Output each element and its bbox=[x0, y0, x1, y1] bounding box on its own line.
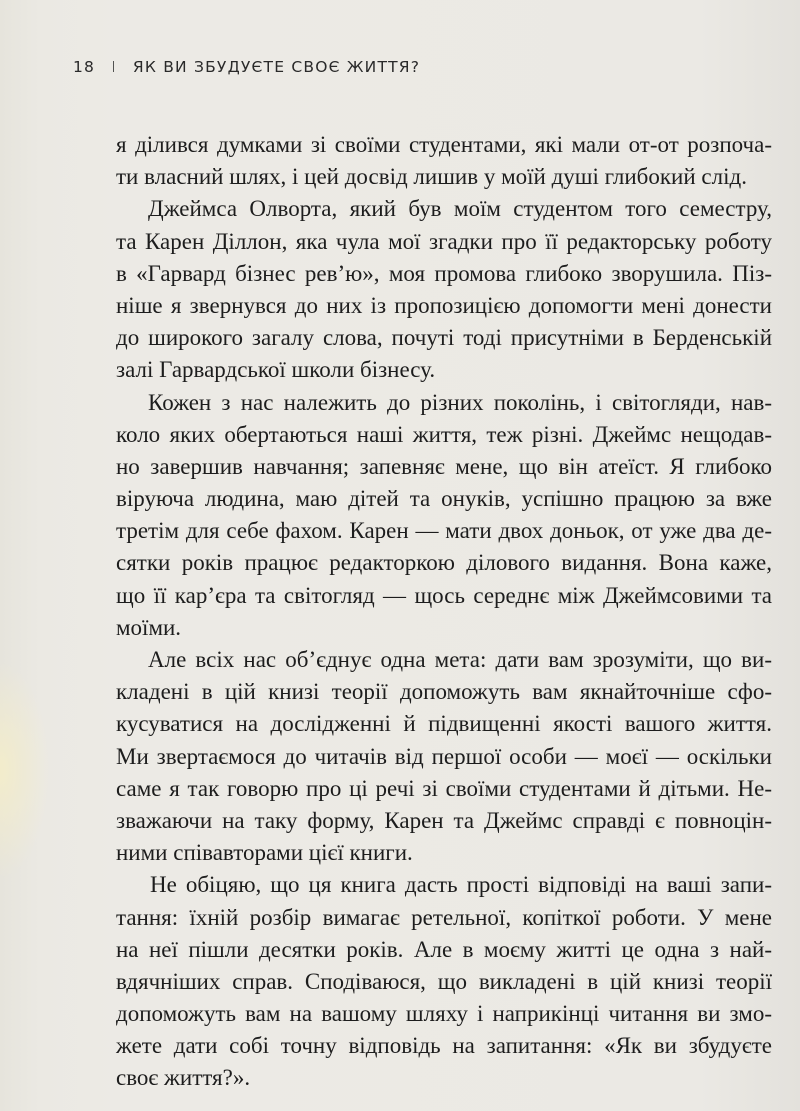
text-line: своє життя?». bbox=[116, 1065, 251, 1091]
text-line: допоможуть вам на вашому шляху і наприкінці читання ви змо- bbox=[116, 1001, 772, 1027]
text-line: тання: їхній розбір вимагає ретельної, копіткої роботи. У мене bbox=[116, 904, 772, 930]
text-line: до широкого загалу слова, почуті тоді присутніми в Берденській bbox=[116, 325, 772, 351]
header-separator: I bbox=[111, 58, 117, 76]
page-number: 18 bbox=[73, 58, 96, 76]
text-line: моїми. bbox=[116, 614, 182, 640]
page-lighting-glow bbox=[0, 660, 50, 880]
paragraph bbox=[116, 869, 772, 1094]
text-line: третім для себе фахом. Карен — мати двох доньок, от уже два де- bbox=[116, 518, 772, 544]
text-line: віруюча людина, маю дітей та онуків, успішно працюю за вже bbox=[116, 486, 772, 512]
text-line: я ділився думками зі своїми студентами, які мали от-от розпоча- bbox=[116, 132, 772, 157]
text-line: та Карен Діллон, яка чула мої згадки про її редакторську роботу bbox=[116, 228, 772, 254]
text-line: саме я так говорю про ці речі зі своїми студентами й дітьми. Не- bbox=[116, 775, 772, 801]
text-line: ти власний шлях, і цей досвід лишив у моїй душі глибокий слід. bbox=[116, 164, 747, 190]
text-line: ними співавторами цієї книги. bbox=[116, 840, 413, 866]
text-line: що її кар’єра та світогляд — щось середнє між Джеймсовими та bbox=[116, 582, 772, 608]
page-body bbox=[116, 129, 772, 1095]
text-line: ніше я звернувся до них із пропозицією допомогти мені донести bbox=[116, 292, 772, 318]
text-line: Не обіцяю, що ця книга дасть прості відповіді на ваші запи- bbox=[150, 872, 772, 898]
text-line: вдячніших справ. Сподіваюся, що викладені в цій книзі теорії bbox=[116, 968, 772, 994]
text-line: сятки років працює редакторкою ділового видання. Вона каже, bbox=[116, 550, 772, 576]
text-line: коло яких обертаються наші життя, теж різні. Джеймс нещодав- bbox=[116, 421, 772, 447]
text-line: жете дати собі точну відповідь на запитання: «Як ви збудуєте bbox=[116, 1033, 772, 1059]
text-line: Ми звертаємося до читачів від першої особи — моєї — оскільки bbox=[116, 743, 772, 769]
paragraph bbox=[116, 644, 772, 869]
running-header bbox=[73, 58, 420, 76]
text-line: кусуватися на дослідженні й підвищенні якості вашого життя. bbox=[116, 711, 772, 737]
text-line: но завершив навчання; запевняє мене, що він атеїст. Я глибоко bbox=[116, 453, 772, 479]
text-line: Але всіх нас об’єднує одна мета: дати вам зрозуміти, що ви- bbox=[148, 647, 772, 672]
book-title: ЯК ВИ ЗБУДУЄТЕ СВОЄ ЖИТТЯ? bbox=[132, 58, 421, 76]
text-line: Джеймса Олворта, який був моїм студентом того семестру, bbox=[148, 196, 772, 222]
text-line: Кожен з нас належить до різних поколінь, і світогляди, нав- bbox=[148, 389, 772, 415]
text-line: залі Гарвардської школи бізнесу. bbox=[116, 357, 436, 383]
text-line: кладені в цій книзі теорії допоможуть вам якнайточніше сфо- bbox=[116, 679, 772, 705]
text-line: на неї пішли десятки років. Але в моєму житті це одна з най- bbox=[116, 936, 772, 962]
text-line: зважаючи на таку форму, Карен та Джеймс справді є повноцін- bbox=[116, 807, 772, 833]
paragraph bbox=[116, 129, 772, 193]
paragraph bbox=[116, 193, 772, 386]
text-line: в «Гарвард бізнес рев’ю», моя промова глибоко зворушила. Піз- bbox=[116, 260, 772, 286]
paragraph bbox=[116, 387, 772, 645]
